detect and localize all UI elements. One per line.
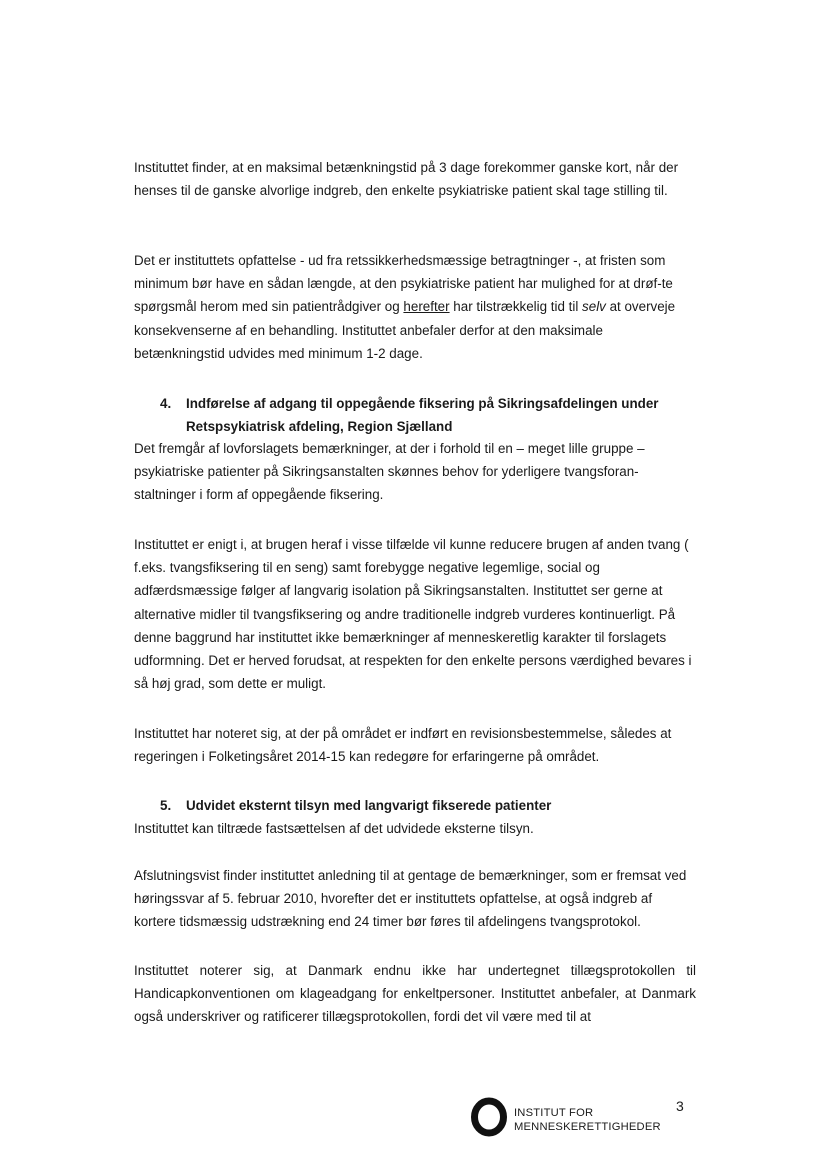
paragraph-afslutningsvist: Afslutningsvist finder instituttet anledning til at gentage de bemærkninger, som er fremsat ved høringssvar af 5. februar 2010, hvorefter det er instituttets opfattelse, at også indgreb af kortere tidsmæssig udstrækning end 24 timer bør føres til afdelingens tvangsprotokol. xyxy=(134,868,687,930)
underlined-word: herefter xyxy=(403,299,450,315)
paragraph-betaenkningstid: Instituttet finder, at en maksimal betænkningstid på 3 dage forekommer ganske kort, når der henses til de ganske alvorlige indgreb, den enkelte psykiatriske patient skal tage stilling til. xyxy=(134,160,679,199)
paragraph-text: har tilstrækkelig tid til xyxy=(449,299,583,315)
section-number: 5. xyxy=(160,798,172,813)
institute-ring-logo-icon xyxy=(470,1097,510,1137)
page-number: 3 xyxy=(676,1098,684,1114)
paragraph-text: Det er instituttets opfattelse - ud fra retssikkerhedsmæssige betragtninger -, at fristen som minimum bør have en sådan længde, at den psykiatriske patient har mulighed for at drøf-te spørgsmål herom med sin patientrådgiver og xyxy=(134,253,673,315)
italic-word: selv xyxy=(582,299,606,315)
paragraph-enigt: Instituttet er enigt i, at brugen heraf i visse tilfælde vil kunne reducere brugen af anden tvang ( f.eks. tvangsfiksering til en seng) samt forebygge negative legemlige, social og adfærdsmæssige følger af langvarig isolation på Sikringsanstalten. Instituttet ser gerne at alternative midler til tvangsfiksering og andre traditionelle indgreb vurderes kontinuerligt. På denne baggrund har instituttet ikke bemærkninger af menneskeretlig karakter til forslagets udformning. Det er herved forudsat, at respekten for den enkelte persons værdighed bevares i så høj grad, som dette er muligt. xyxy=(134,537,692,692)
section-title-line1: Indførelse af adgang til oppegående fiksering på Sikringsafdelingen under xyxy=(186,396,659,411)
paragraph-lovforslag: Det fremgår af lovforslagets bemærkninger, at der i forhold til en – meget lille gruppe – psykiatriske patienter på Sikringsanstalten skønnes behov for yderligere tvangsforan-staltninger i form af oppegående fiksering. xyxy=(134,441,645,503)
institute-logo xyxy=(470,1097,670,1137)
section-title-line2: Retspsykiatrisk afdeling, Region Sjælland xyxy=(186,419,453,434)
logo-line1: INSTITUT FOR xyxy=(514,1107,594,1119)
section-title: Udvidet eksternt tilsyn med langvarigt fikserede patienter xyxy=(186,798,552,813)
paragraph-frist-opfattelse xyxy=(134,249,696,365)
paragraph-tillaegsprotokol: Instituttet noterer sig, at Danmark endnu ikke har undertegnet tillægsprotokollen til Handicapkonventionen om klageadgang for enkeltpersoner. Instituttet anbefaler, at Danmark også underskriver og ratificerer tillægsprotokollen, fordi det vil være med til at xyxy=(134,963,696,1025)
section-number: 4. xyxy=(160,396,172,411)
logo-text xyxy=(514,1106,661,1134)
paragraph-text: at overveje konsekvenserne af en behandling. Instituttet anbefaler derfor at den maksimale betænkningstid udvides med minimum 1-2 dage. xyxy=(134,299,676,361)
paragraph-revisionsbestemmelse: Instituttet har noteret sig, at der på området er indført en revisionsbestemmelse, således at regeringen i Folketingsåret 2014-15 kan redegøre for erfaringerne på området. xyxy=(134,726,672,765)
logo-line2: MENNESKERETTIGHEDER xyxy=(514,1121,661,1133)
paragraph-tilsyn: Instituttet kan tiltræde fastsættelsen af det udvidede eksterne tilsyn. xyxy=(134,821,534,836)
